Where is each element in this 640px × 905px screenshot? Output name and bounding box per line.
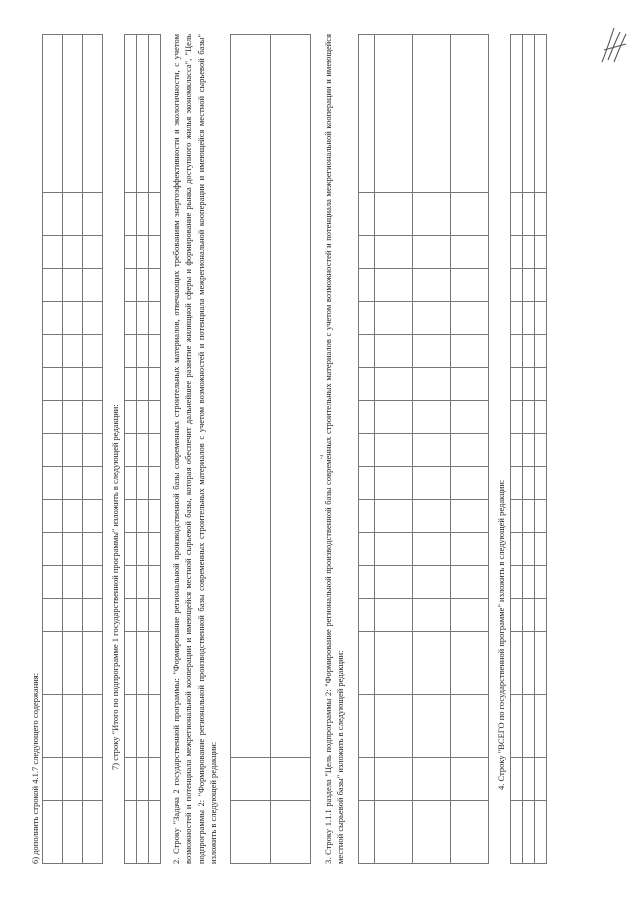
heading-item-7: 7) строку "Итого по подпрограмме 1 государственной программы" изложить в следующей редакции:	[110, 404, 120, 770]
table-total	[510, 34, 547, 864]
heading-item-6: 6) дополнить строкой 4.1.7 следующего содержания:	[30, 672, 40, 864]
page-number: 7	[320, 455, 323, 461]
heading-4: 4. Строку "ВСЕГО по государственной программе" изложить в следующей редакции:	[496, 479, 506, 790]
rotated-document	[20, 20, 620, 880]
table-item-6	[42, 34, 103, 864]
paragraph-2: 2. Строку "Задача 2 государственной программы: "Формирование региональной производственной базы современных строительных материалов, отвечающих требованиям энергоэффективности и экологичности, с учетом возможностей и потенциала межрегиональной кооперации и имеющейся местной сырьевой базы, которая обеспечит дальнейшее развитие жилищной сферы и формирование рынка доступного жилья экономкласса", "Цель подпрограммы 2: "Формирование региональной производственной базы современных строительных материалов с учетом возможностей и потенциала межрегиональной кооперации и имеющейся местной сырьевой базы" изложить в следующей редакции:	[171, 34, 218, 864]
paragraph-3: 3. Строку 1.1.1 раздела "Цель подпрограммы 2: "Формирование региональной производственной базы современных строительных материалов с учетом возможностей и потенциала межрегиональной кооперации и имеющейся местной сырьевой базы" изложить в следующей редакции:	[323, 34, 346, 864]
table-row-1-1-1	[358, 34, 489, 864]
table-task-2	[230, 34, 311, 864]
table-item-7	[124, 34, 161, 864]
